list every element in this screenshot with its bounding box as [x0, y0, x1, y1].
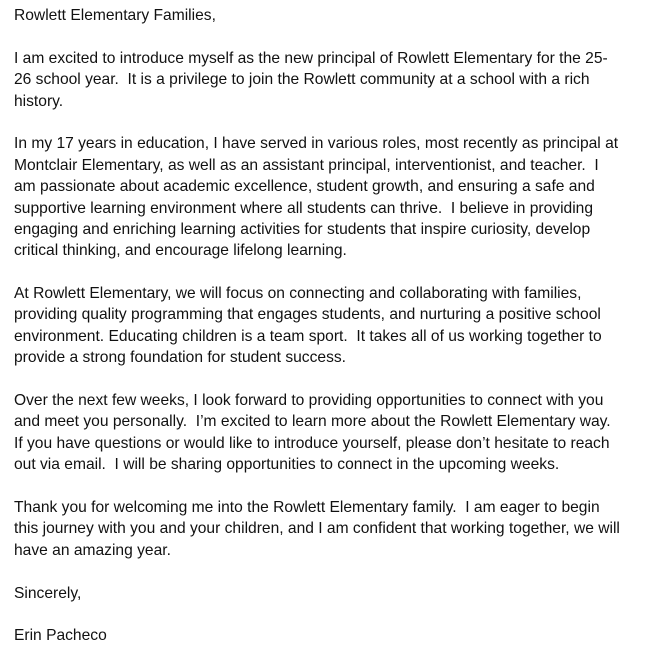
paragraph-line: history. — [14, 92, 64, 110]
paragraph-line: providing quality programming that engages students, and nurturing a positive school — [14, 306, 601, 324]
letter-closing — [14, 583, 664, 604]
paragraph-line: have an amazing year. — [14, 541, 171, 559]
paragraph-line: am passionate about academic excellence, student growth, and ensuring a safe and — [14, 178, 595, 196]
paragraph-line: Montclair Elementary, as well as an assistant principal, interventionist, and teacher. I — [14, 156, 599, 174]
paragraph-line: and meet you personally. I’m excited to learn more about the Rowlett Elementary way. — [14, 413, 611, 431]
signature-name: Erin Pacheco — [14, 627, 107, 645]
letter-paragraph-focus — [14, 283, 664, 369]
paragraph-line: Thank you for welcoming me into the Rowlett Elementary family. I am eager to begin — [14, 498, 600, 516]
paragraph-line: critical thinking, and encourage lifelong learning. — [14, 242, 347, 260]
letter-paragraph-connect — [14, 390, 664, 476]
letter-signature — [14, 625, 664, 646]
letter-paragraph-experience — [14, 133, 664, 261]
letter-paragraph-introduction — [14, 48, 664, 112]
paragraph-line: Over the next few weeks, I look forward to providing opportunities to connect with you — [14, 392, 604, 410]
closing-text: Sincerely, — [14, 584, 82, 602]
paragraph-line: At Rowlett Elementary, we will focus on connecting and collaborating with families, — [14, 285, 582, 303]
paragraph-line: If you have questions or would like to introduce yourself, please don’t hesitate to reach — [14, 434, 610, 452]
paragraph-line: In my 17 years in education, I have served in various roles, most recently as principal at — [14, 135, 619, 153]
paragraph-line: environment. Educating children is a team sport. It takes all of us working together to — [14, 327, 602, 345]
paragraph-line: supportive learning environment where all students can thrive. I believe in providing — [14, 199, 594, 217]
paragraph-line: I am excited to introduce myself as the new principal of Rowlett Elementary for the 25- — [14, 49, 608, 67]
paragraph-line: 26 school year. It is a privilege to join the Rowlett community at a school with a rich — [14, 71, 590, 89]
letter-paragraph-thanks — [14, 497, 664, 561]
greeting-text: Rowlett Elementary Families, — [14, 7, 216, 24]
paragraph-line: this journey with you and your children, and I am confident that working together, we will — [14, 520, 620, 538]
letter-greeting — [14, 5, 664, 26]
paragraph-line: engaging and enriching learning activities for students that inspire curiosity, develop — [14, 220, 591, 238]
paragraph-line: out via email. I will be sharing opportunities to connect in the upcoming weeks. — [14, 456, 560, 474]
paragraph-line: provide a strong foundation for student success. — [14, 349, 346, 367]
